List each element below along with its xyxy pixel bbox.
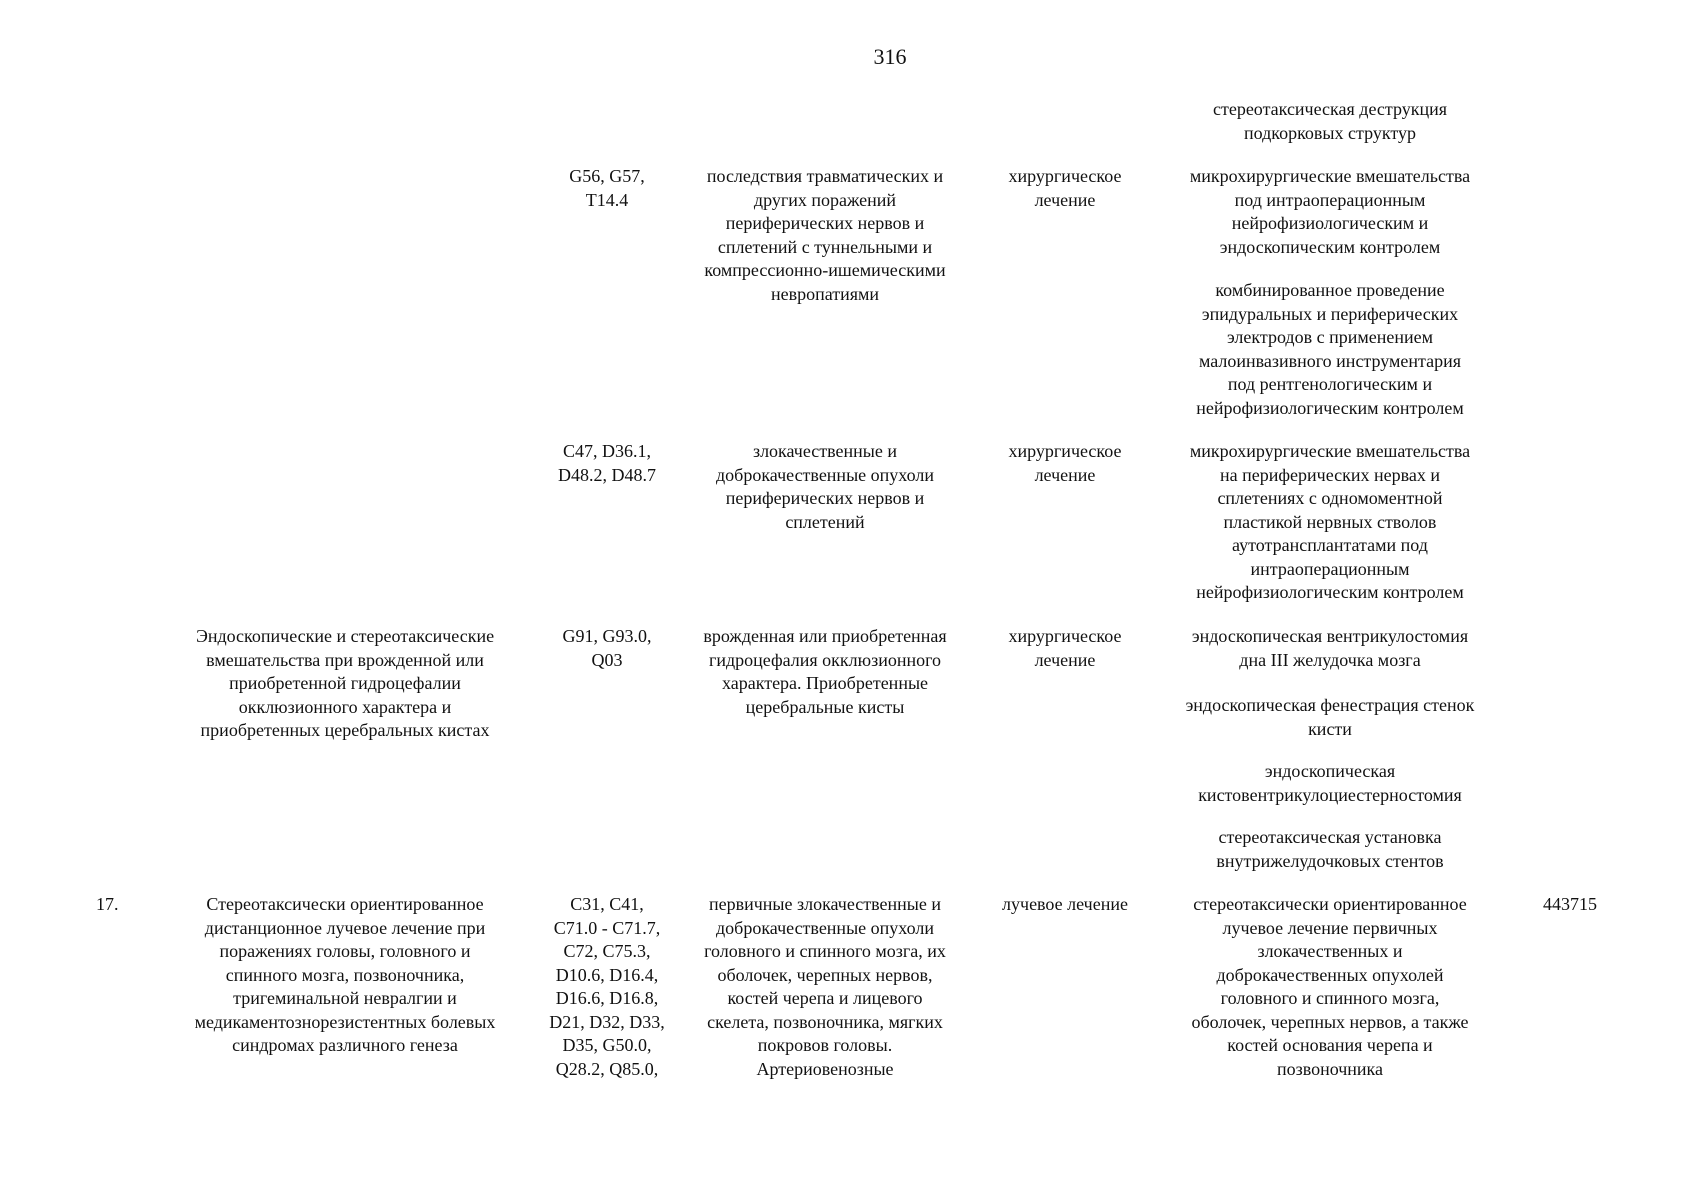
method-text: эндоскопическая вентрикулостомия дна III желудочка мозга xyxy=(1191,626,1469,670)
patient-model: последствия травматических и других поражений периферических нервов и сплетений с туннельными и компрессионно-ишемическими невропатиями xyxy=(704,166,946,304)
method-text: микрохирургические вмешательства на периферических нервах и сплетениях с одномоментной пластикой нервных стволов аутотрансплантатами под интраоперационным нейрофизиологическим контролем xyxy=(1189,441,1471,602)
diagnosis-codes: G91, G93.0, Q03 xyxy=(562,626,652,670)
method-text: стереотаксически ориентированное лучевое лечение первичных злокачественных и доброкачественных опухолей головного и спинного мозга, оболочек, черепных нервов, а также костей основания черепа и позвоночника xyxy=(1191,894,1469,1079)
treatment-type: хирургическое лечение xyxy=(1008,441,1122,485)
patient-model: злокачественные и доброкачественные опухоли периферических нервов и сплетений xyxy=(716,441,934,532)
page-number: 316 xyxy=(873,44,907,69)
treatment-type: хирургическое лечение xyxy=(1008,626,1122,670)
care-type-name: Стереотаксически ориентированное дистанционное лучевое лечение при поражениях головы, головного и спинного мозга, позвоночника, тригеминальной невралгии и медикаментознорезистентных болевых синдромах различного генеза xyxy=(194,894,496,1055)
treatment-type: хирургическое лечение xyxy=(1008,166,1122,210)
treatment-type: лучевое лечение xyxy=(1002,894,1128,914)
method-text: стереотаксическая деструкция подкорковых структур xyxy=(1212,99,1448,143)
financial-norm: 443715 xyxy=(1543,894,1597,914)
diagnosis-codes: C31, C41, C71.0 - C71.7, C72, C75.3, D10.6, D16.4, D16.6, D16.8, D21, D32, D33, D35, G50.0, Q28.2, Q85.0, xyxy=(549,894,665,1079)
care-type-name: Эндоскопические и стереотаксические вмешательства при врожденной или приобретенной гидроцефалии окклюзионного характера и приобретенных церебральных кистах xyxy=(195,626,495,740)
patient-model: первичные злокачественные и доброкачественные опухоли головного и спинного мозга, их оболочек, черепных нервов, костей черепа и лицевого скелета, позвоночника, мягких покровов головы. Артериовенозные xyxy=(704,894,946,1079)
row-number: 17. xyxy=(96,894,119,914)
method-text: стереотаксическая установка внутрижелудочковых стентов xyxy=(1216,827,1444,871)
patient-model: врожденная или приобретенная гидроцефалия окклюзионного характера. Приобретенные церебральные кисты xyxy=(703,626,947,717)
diagnosis-codes: G56, G57, T14.4 xyxy=(569,166,645,210)
method-text: эндоскопическая кистовентрикулоциестерностомия xyxy=(1198,761,1462,805)
method-text: комбинированное проведение эпидуральных и периферических электродов с применением малоинвазивного инструментария под рентгенологическим и нейрофизиологическим контролем xyxy=(1196,280,1464,418)
method-text: микрохирургические вмешательства под интраоперационным нейрофизиологическим и эндоскопическим контролем xyxy=(1189,166,1471,257)
method-text: эндоскопическая фенестрация стенок кисти xyxy=(1185,695,1475,739)
diagnosis-codes: C47, D36.1, D48.2, D48.7 xyxy=(558,441,656,485)
